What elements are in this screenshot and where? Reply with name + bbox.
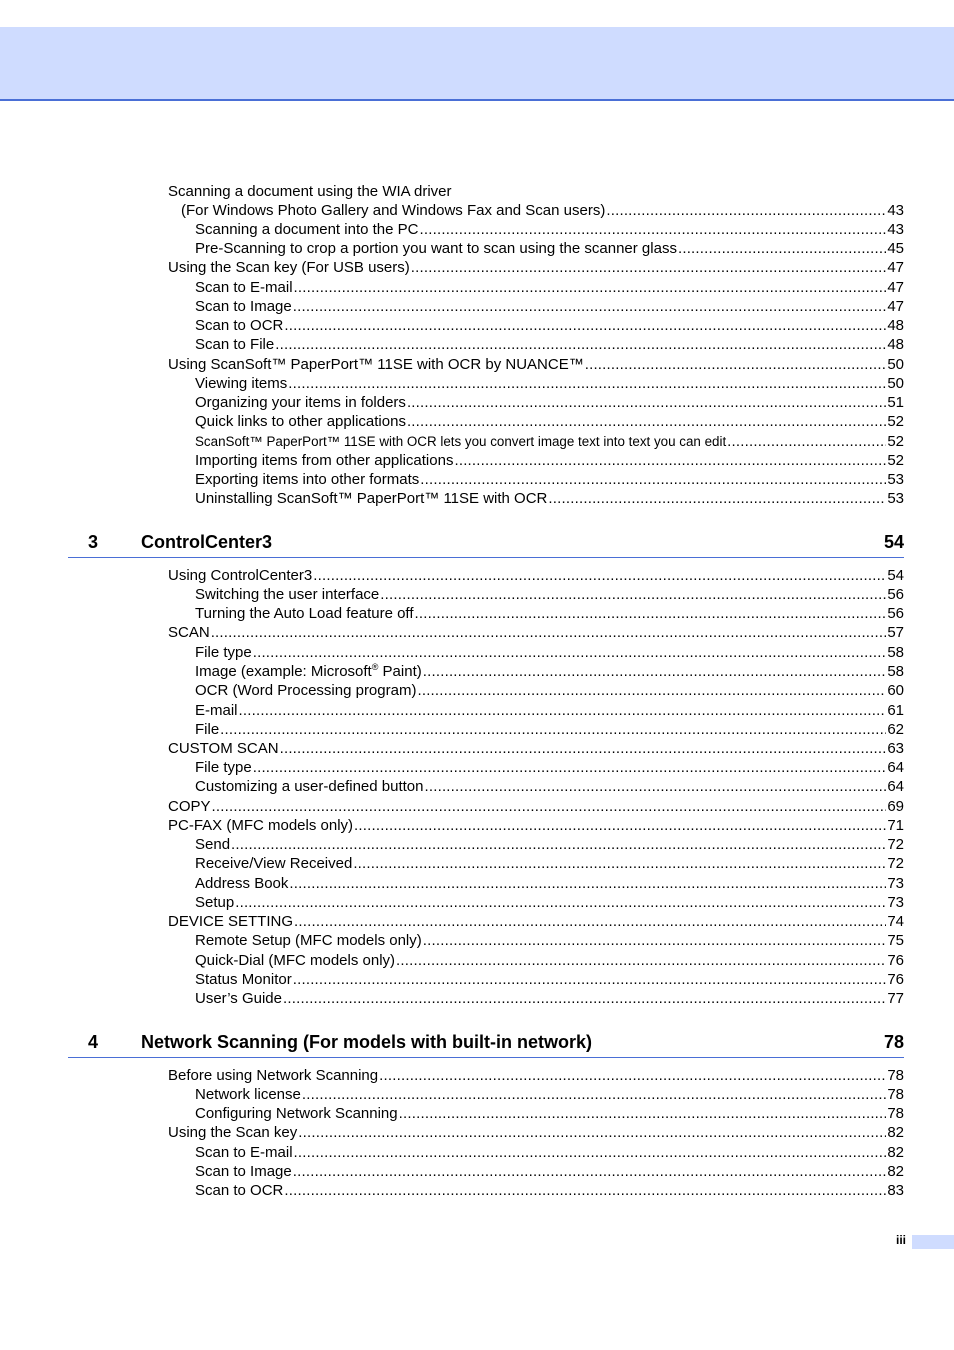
- toc-entry-title: Scan to E-mail: [195, 279, 293, 296]
- dot-leader: [424, 777, 886, 796]
- dot-leader: [353, 854, 886, 873]
- toc-entry-title: Importing items from other applications: [195, 452, 454, 469]
- dot-leader: [423, 662, 887, 681]
- toc-entry[interactable]: [168, 1066, 904, 1085]
- toc-entry-title: Organizing your items in folders: [195, 394, 406, 411]
- toc-entry-page: 72: [887, 855, 904, 872]
- toc-entry-title: Remote Setup (MFC models only): [195, 932, 422, 949]
- toc-entry-page: 82: [887, 1144, 904, 1161]
- toc-entry-title: Uninstalling ScanSoft™ PaperPort™ 11SE with OCR: [195, 490, 548, 507]
- toc-entry-page: 82: [887, 1124, 904, 1141]
- toc-entry-page: 48: [887, 336, 904, 353]
- dot-leader: [235, 893, 886, 912]
- toc-entry-title: Scanning a document into the PC: [195, 221, 419, 238]
- toc-entry-page: 47: [887, 259, 904, 276]
- toc-entry[interactable]: [168, 355, 904, 374]
- toc-entry-title: Exporting items into other formats: [195, 471, 420, 488]
- dot-leader: [354, 816, 886, 835]
- dot-leader: [399, 1104, 887, 1123]
- dot-leader: [231, 835, 886, 854]
- toc-entry-page: 43: [887, 202, 904, 219]
- toc-entry-page: 50: [887, 356, 904, 373]
- chapter-heading[interactable]: [68, 1029, 904, 1058]
- toc-entry[interactable]: [195, 585, 904, 604]
- toc-entry-title: Before using Network Scanning: [168, 1067, 379, 1084]
- dot-leader: [585, 355, 887, 374]
- footer-tab: [912, 1235, 954, 1249]
- toc-entry[interactable]: [168, 623, 904, 642]
- toc-entry-page: 53: [887, 471, 904, 488]
- dot-leader: [423, 931, 887, 950]
- dot-leader: [253, 643, 887, 662]
- dot-leader: [293, 1162, 887, 1181]
- toc-entry-title: Network license: [195, 1086, 301, 1103]
- toc-entry[interactable]: [195, 412, 904, 431]
- toc-entry-page: 47: [887, 279, 904, 296]
- toc-entry[interactable]: [168, 182, 904, 201]
- dot-leader: [420, 470, 886, 489]
- toc-entry-page: 48: [887, 317, 904, 334]
- toc-entry-page: 78: [887, 1105, 904, 1122]
- dot-leader: [211, 623, 887, 642]
- toc-entry[interactable]: [195, 220, 904, 239]
- toc-entry-page: 63: [887, 740, 904, 757]
- toc-entry-title: ScanSoft™ PaperPort™ 11SE with OCR lets you convert image text into text you can edit: [195, 434, 727, 449]
- toc-entry[interactable]: [195, 835, 904, 854]
- dot-leader: [454, 451, 886, 470]
- toc-entry-page: 75: [887, 932, 904, 949]
- dot-leader: [417, 681, 886, 700]
- toc-entry[interactable]: [195, 854, 904, 873]
- dot-leader: [407, 393, 886, 412]
- toc-entry-page: 54: [887, 567, 904, 584]
- dot-leader: [275, 335, 886, 354]
- toc-entry-page: 50: [887, 375, 904, 392]
- toc-entry-title: Switching the user interface: [195, 586, 380, 603]
- dot-leader: [220, 720, 886, 739]
- dot-leader: [411, 258, 887, 277]
- dot-leader: [415, 604, 887, 623]
- toc-entry-page: 77: [887, 990, 904, 1007]
- toc-entry[interactable]: [195, 681, 904, 700]
- toc-entry[interactable]: [195, 1085, 904, 1104]
- toc-entry-title: Receive/View Received: [195, 855, 353, 872]
- toc-entry-page: 52: [887, 433, 904, 450]
- chapter-number: 3: [88, 532, 99, 552]
- toc-entry-title: Image (example: Microsoft® Paint): [195, 662, 422, 680]
- toc-entry-page: 53: [887, 490, 904, 507]
- toc-entry-title: E-mail: [195, 702, 238, 719]
- toc-entry-page: 61: [887, 702, 904, 719]
- toc-entry[interactable]: [195, 451, 904, 470]
- toc-entry-page: 45: [887, 240, 904, 257]
- toc-entry[interactable]: [195, 1162, 904, 1181]
- toc-entry-page: 58: [887, 644, 904, 661]
- dot-leader: [294, 912, 886, 931]
- toc-entry[interactable]: [195, 662, 904, 681]
- dot-leader: [380, 585, 886, 604]
- toc-entry-title: Using ControlCenter3: [168, 567, 313, 584]
- dot-leader: [280, 739, 887, 758]
- dot-leader: [313, 566, 886, 585]
- toc-entry[interactable]: [168, 816, 904, 835]
- toc-entry-title: SCAN: [168, 624, 210, 641]
- toc-entry[interactable]: [195, 701, 904, 720]
- dot-leader: [294, 1143, 887, 1162]
- toc-entry-page: 56: [887, 605, 904, 622]
- toc-entry[interactable]: [195, 393, 904, 412]
- toc-entry-title: Quick links to other applications: [195, 413, 406, 430]
- dot-leader: [253, 758, 887, 777]
- toc-entry-title: Using ScanSoft™ PaperPort™ 11SE with OCR by NUANCE™: [168, 356, 584, 373]
- chapter-title: ControlCenter3: [141, 532, 273, 552]
- toc-entry-title: Viewing items: [195, 375, 288, 392]
- toc-entry-page: 82: [887, 1163, 904, 1180]
- dot-leader: [298, 1123, 886, 1142]
- page-number: iii: [895, 1233, 906, 1247]
- dot-leader: [407, 412, 886, 431]
- toc-entry-page: 72: [887, 836, 904, 853]
- toc-entry[interactable]: [195, 970, 904, 989]
- dot-leader: [294, 278, 887, 297]
- toc-entry[interactable]: [195, 316, 904, 335]
- header-band: [0, 27, 954, 101]
- toc-entry-page: 52: [887, 452, 904, 469]
- toc-entry-title: CUSTOM SCAN: [168, 740, 279, 757]
- dot-leader: [284, 316, 886, 335]
- dot-leader: [212, 797, 887, 816]
- toc-entry-page: 83: [887, 1182, 904, 1199]
- toc-entry-title: Configuring Network Scanning: [195, 1105, 398, 1122]
- toc-entry[interactable]: [195, 432, 904, 451]
- toc-entry-page: 73: [887, 875, 904, 892]
- toc-entry[interactable]: [195, 278, 904, 297]
- dot-leader: [284, 1181, 886, 1200]
- dot-leader: [396, 951, 886, 970]
- toc-entry-title: User’s Guide: [195, 990, 282, 1007]
- toc-entry-title: File type: [195, 644, 252, 661]
- toc-entry-page: 52: [887, 413, 904, 430]
- toc-entry[interactable]: [195, 335, 904, 354]
- toc-entry[interactable]: [195, 951, 904, 970]
- toc-entry-title: Status Monitor: [195, 971, 292, 988]
- toc-entry-title: Using the Scan key (For USB users): [168, 259, 410, 276]
- toc-entry-page: 64: [887, 759, 904, 776]
- toc-entry[interactable]: [195, 470, 904, 489]
- toc-entry[interactable]: [181, 201, 904, 220]
- toc-entry[interactable]: [195, 239, 904, 258]
- toc-entry-title: Send: [195, 836, 231, 853]
- toc-entry[interactable]: [195, 931, 904, 950]
- dot-leader: [239, 701, 887, 720]
- toc-entry[interactable]: [168, 1123, 904, 1142]
- toc-entry[interactable]: [195, 374, 904, 393]
- toc-entry-title: File: [195, 721, 220, 738]
- toc-entry-title: DEVICE SETTING: [168, 913, 294, 930]
- toc-entry-page: 62: [887, 721, 904, 738]
- toc-entry[interactable]: [195, 297, 904, 316]
- dot-leader: [678, 239, 886, 258]
- toc-entry-title: Scan to OCR: [195, 1182, 284, 1199]
- toc-entry-title: OCR (Word Processing program): [195, 682, 417, 699]
- dot-leader: [379, 1066, 886, 1085]
- toc-entry-title: Quick-Dial (MFC models only): [195, 952, 396, 969]
- toc-entry-title: Scan to Image: [195, 1163, 292, 1180]
- toc-entry-title: COPY: [168, 798, 211, 815]
- toc-entry-page: 71: [887, 817, 904, 834]
- chapter-page: 78: [883, 1032, 904, 1052]
- toc-entry-title: File type: [195, 759, 252, 776]
- toc-entry-page: 78: [887, 1067, 904, 1084]
- toc-entry[interactable]: [168, 912, 904, 931]
- chapter-number: 4: [88, 1032, 99, 1052]
- toc-entry-title: Address Book: [195, 875, 289, 892]
- dot-leader: [288, 374, 886, 393]
- toc-entry[interactable]: [195, 893, 904, 912]
- dot-leader: [293, 970, 887, 989]
- dot-leader: [302, 1085, 886, 1104]
- toc-entry-title: Scan to E-mail: [195, 1144, 293, 1161]
- dot-leader: [727, 432, 886, 451]
- toc-entry[interactable]: [195, 720, 904, 739]
- toc-entry-page: 51: [887, 394, 904, 411]
- dot-leader: [283, 989, 886, 1008]
- chapter-heading[interactable]: [68, 529, 904, 558]
- toc-entry-page: 58: [887, 663, 904, 680]
- toc-entry[interactable]: [195, 1181, 904, 1200]
- toc-entry-page: 43: [887, 221, 904, 238]
- toc-entry-page: 74: [887, 913, 904, 930]
- toc-entry-title: Customizing a user-defined button: [195, 778, 424, 795]
- toc-entry[interactable]: [195, 1104, 904, 1123]
- toc-entry[interactable]: [195, 758, 904, 777]
- toc-entry-page: 76: [887, 971, 904, 988]
- dot-leader: [419, 220, 886, 239]
- toc-entry-title: Setup: [195, 894, 235, 911]
- dot-leader: [548, 489, 886, 508]
- toc-entry-page: 60: [887, 682, 904, 699]
- toc-entry-title: Turning the Auto Load feature off: [195, 605, 414, 622]
- toc-entry[interactable]: [168, 566, 904, 585]
- toc-entry[interactable]: [195, 604, 904, 623]
- toc-entry-page: 64: [887, 778, 904, 795]
- toc-entry-title: Scan to File: [195, 336, 275, 353]
- toc-entry[interactable]: [168, 739, 904, 758]
- toc-entry-title: Scan to OCR: [195, 317, 284, 334]
- toc-entry-page: 78: [887, 1086, 904, 1103]
- toc-entry[interactable]: [195, 1143, 904, 1162]
- toc-entry-title: Scanning a document using the WIA driver: [168, 183, 452, 200]
- toc-entry-page: 76: [887, 952, 904, 969]
- dot-leader: [293, 297, 887, 316]
- chapter-title: Network Scanning (For models with built-in network): [141, 1032, 593, 1052]
- toc-entry[interactable]: [195, 777, 904, 796]
- toc-entry[interactable]: [195, 874, 904, 893]
- toc-entry[interactable]: [195, 643, 904, 662]
- toc-entry-title: Pre-Scanning to crop a portion you want to scan using the scanner glass: [195, 240, 677, 257]
- chapter-page: 54: [883, 532, 904, 552]
- toc-entry-title: Using the Scan key: [168, 1124, 298, 1141]
- dot-leader: [289, 874, 886, 893]
- toc-entry-page: 69: [887, 798, 904, 815]
- toc-entry-page: 47: [887, 298, 904, 315]
- toc-entry[interactable]: [168, 797, 904, 816]
- toc-entry-title: PC-FAX (MFC models only): [168, 817, 354, 834]
- toc-entry[interactable]: [195, 489, 904, 508]
- toc-entry[interactable]: [195, 989, 904, 1008]
- toc-entry-title: (For Windows Photo Gallery and Windows Fax and Scan users): [181, 202, 606, 219]
- toc-entry-title: Scan to Image: [195, 298, 292, 315]
- toc-entry[interactable]: [168, 258, 904, 277]
- toc-entry-page: 57: [887, 624, 904, 641]
- toc-entry-page: 73: [887, 894, 904, 911]
- dot-leader: [606, 201, 886, 220]
- toc-entry-page: 56: [887, 586, 904, 603]
